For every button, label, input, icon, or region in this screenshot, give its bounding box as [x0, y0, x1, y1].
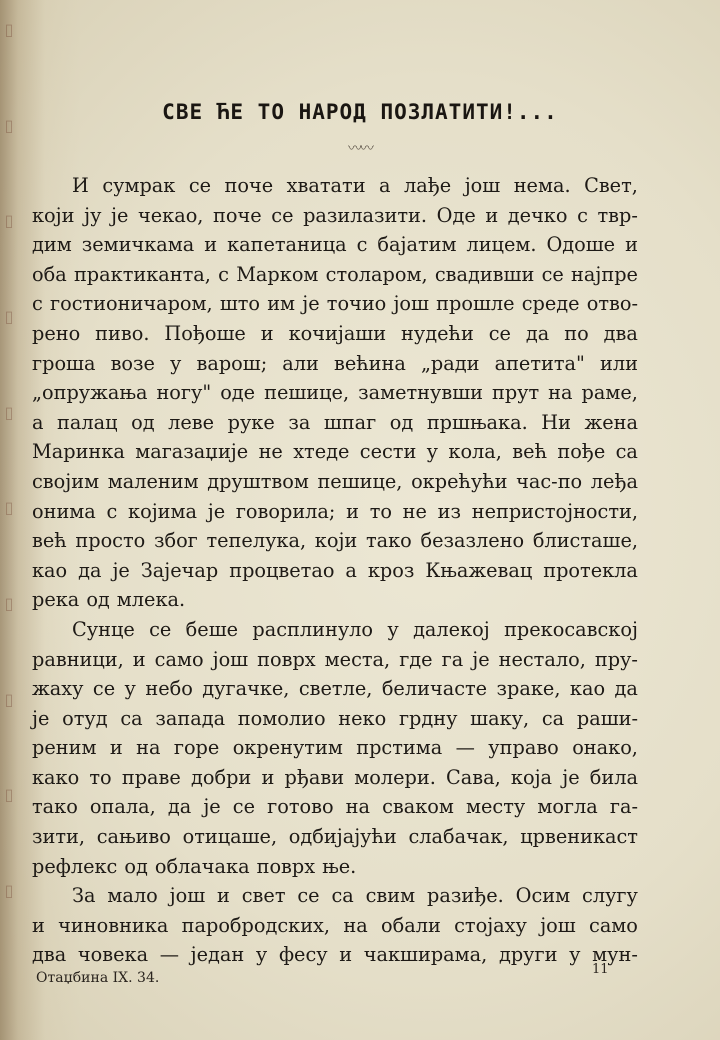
text-line: зити, сањиво отицаше, одбијајући слабачак, црвеникаст: [32, 825, 638, 849]
gutter-binding-marks: ▯ ▯ ▯ ▯ ▯ ▯ ▯ ▯ ▯ ▯: [4, 20, 14, 900]
text-line: а палац од леве руке за шпаг од пршњака. Ни жена: [32, 410, 638, 434]
text-line: два човека — један у фесу и чакширама, други у мун-: [32, 943, 638, 967]
text-line: равници, и само још поврх места, где га је нестало, пру-: [32, 647, 638, 671]
text-line: рено пиво. Пођоше и кочијаши нудећи се да по два: [32, 321, 638, 345]
text-line: тако опала, да је се готово на сваком месту могла га-: [32, 795, 638, 819]
title-ornament: 〰〰: [348, 141, 372, 157]
text-line: оба практиканта, с Марком столаром, свадивши се најпре: [32, 262, 638, 286]
text-line: жаху се у небо дугачке, светле, беличасте зраке, као да: [32, 677, 638, 701]
text-line: и чиновника паробродских, на обали стојаху још само: [32, 913, 638, 937]
text-line: дим земичкама и капетаница с бајатим лицем. Одоше и: [32, 233, 638, 257]
text-line: „опружања ногу" оде пешице, заметнувши прут на раме,: [32, 381, 638, 405]
text-line: река од млека.: [32, 588, 186, 612]
footer-signature: Отаџбина IX. 34.: [36, 970, 160, 986]
text-line: онима с којима је говорила; и то не из непристојности,: [32, 499, 638, 523]
text-line: својим маленим друштвом пешице, окрећући час-по леђа: [32, 469, 638, 493]
body-text: [32, 171, 638, 970]
text-line: који ју је чекао, поче се разилазити. Оде и дечко с твр-: [32, 203, 638, 227]
text-line: већ просто због тепелука, који тако безазлено блисташе,: [32, 529, 638, 553]
text-line: рефлекс од облачака поврх ње.: [32, 854, 357, 878]
chapter-title: СВЕ ЋЕ ТО НАРОД ПОЗЛАТИТИ!...: [162, 100, 558, 124]
text-line: је отуд са запада помолио неко грдну шаку, са раши-: [32, 706, 638, 730]
text-line: као да је Зајечар процветао а кроз Књажевац протекла: [32, 558, 638, 582]
text-line: Сунце се беше расплинуло у далекој прекосавској: [72, 617, 638, 641]
text-line: гроша возе у варош; али већина „ради апетита" или: [32, 351, 638, 375]
text-line: И сумрак се поче хватати а лађе још нема. Свет,: [72, 174, 638, 197]
text-line: За мало још и свет се са свим разиђе. Осим слугу: [72, 884, 638, 908]
text-line: Маринка магазаџије не хтеде сести у кола, већ пође са: [32, 440, 638, 464]
text-line: реним и на горе окренутим прстима — управо онако,: [32, 736, 638, 760]
text-line: како то праве добри и рђави молери. Сава, која је била: [32, 765, 638, 789]
page-number: 11: [592, 962, 609, 977]
text-line: с гостионичаром, што им је точио још прошле среде отво-: [32, 292, 638, 316]
